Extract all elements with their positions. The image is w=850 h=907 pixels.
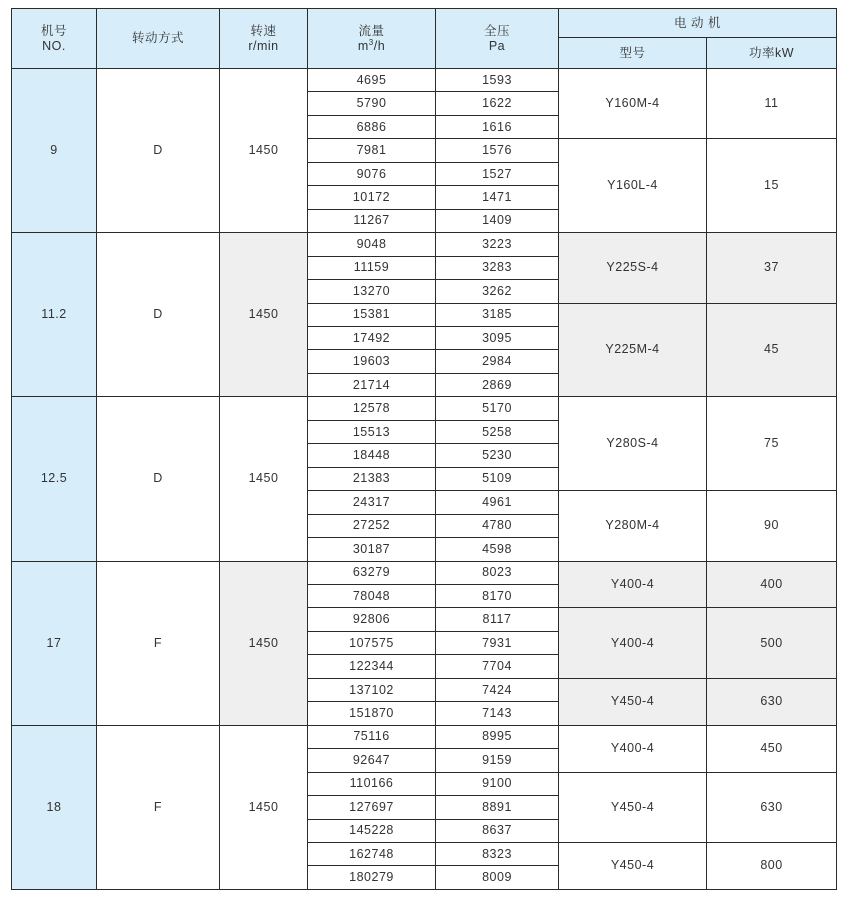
pressure-cell: 7143 [436, 702, 559, 725]
motor-model-cell: Y400-4 [559, 608, 707, 678]
motor-model-cell: Y225S-4 [559, 233, 707, 303]
pressure-cell: 7931 [436, 631, 559, 654]
pressure-cell: 3185 [436, 303, 559, 326]
flow-cell: 10172 [308, 186, 436, 209]
flow-cell: 15513 [308, 420, 436, 443]
flow-cell: 19603 [308, 350, 436, 373]
flow-cell: 6886 [308, 115, 436, 138]
flow-cell: 110166 [308, 772, 436, 795]
motor-power-cell: 400 [707, 561, 837, 608]
motor-power-cell: 75 [707, 397, 837, 491]
flow-cell: 75116 [308, 725, 436, 748]
pressure-cell: 8023 [436, 561, 559, 584]
table-row [12, 233, 837, 256]
motor-power-cell: 15 [707, 139, 837, 233]
machine-no-cell: 18 [12, 725, 97, 889]
flow-cell: 21383 [308, 467, 436, 490]
pressure-cell: 1593 [436, 69, 559, 92]
pressure-cell: 1527 [436, 162, 559, 185]
pressure-cell: 2984 [436, 350, 559, 373]
table-row [12, 69, 837, 92]
pressure-cell: 1576 [436, 139, 559, 162]
motor-model-cell: Y160L-4 [559, 139, 707, 233]
flow-cell: 162748 [308, 842, 436, 865]
motor-power-cell: 90 [707, 491, 837, 561]
motor-model-cell: Y280M-4 [559, 491, 707, 561]
pressure-cell: 1616 [436, 115, 559, 138]
flow-cell: 92806 [308, 608, 436, 631]
flow-cell: 21714 [308, 373, 436, 396]
flow-cell: 9076 [308, 162, 436, 185]
flow-cell: 15381 [308, 303, 436, 326]
flow-cell: 24317 [308, 491, 436, 514]
pressure-cell: 1409 [436, 209, 559, 232]
machine-no-cell: 9 [12, 69, 97, 233]
pressure-cell: 8891 [436, 796, 559, 819]
motor-power-cell: 450 [707, 725, 837, 772]
flow-cell: 27252 [308, 514, 436, 537]
flow-cell: 11267 [308, 209, 436, 232]
flow-cell: 11159 [308, 256, 436, 279]
speed-cell: 1450 [220, 397, 308, 561]
speed-cell: 1450 [220, 69, 308, 233]
motor-power-cell: 45 [707, 303, 837, 397]
flow-cell: 122344 [308, 655, 436, 678]
drive-cell: D [97, 397, 220, 561]
pressure-cell: 3283 [436, 256, 559, 279]
flow-unit: $m^3/h$ [357, 37, 386, 53]
flow-cell: 5790 [308, 92, 436, 115]
pressure-cell: 8637 [436, 819, 559, 842]
pressure-cell: 5230 [436, 444, 559, 467]
header-motor: 电 动 机 [559, 9, 837, 38]
pressure-cell: 5258 [436, 420, 559, 443]
motor-power-cell: 800 [707, 842, 837, 889]
motor-model-cell: Y450-4 [559, 772, 707, 842]
pressure-cell: 7704 [436, 655, 559, 678]
flow-cell: 137102 [308, 678, 436, 701]
pressure-cell: 8009 [436, 866, 559, 890]
flow-cell: 4695 [308, 69, 436, 92]
pressure-cell: 2869 [436, 373, 559, 396]
pressure-cell: 3262 [436, 280, 559, 303]
pressure-cell: 5170 [436, 397, 559, 420]
motor-model-cell: Y160M-4 [559, 69, 707, 139]
flow-cell: 151870 [308, 702, 436, 725]
pressure-cell: 3223 [436, 233, 559, 256]
flow-cell: 180279 [308, 866, 436, 890]
flow-cell: 92647 [308, 749, 436, 772]
speed-cell: 1450 [220, 725, 308, 889]
pressure-cell: 8117 [436, 608, 559, 631]
pressure-cell: 8995 [436, 725, 559, 748]
pressure-cell: 8170 [436, 584, 559, 607]
header-machine-no: 机号 NO. [12, 9, 97, 69]
pressure-cell: 9159 [436, 749, 559, 772]
speed-cell: 1450 [220, 561, 308, 725]
drive-cell: F [97, 725, 220, 889]
motor-model-cell: Y450-4 [559, 678, 707, 725]
flow-cell: 63279 [308, 561, 436, 584]
table-row [12, 397, 837, 420]
drive-cell: D [97, 233, 220, 397]
motor-power-cell: 37 [707, 233, 837, 303]
motor-power-cell: 11 [707, 69, 837, 139]
motor-power-cell: 500 [707, 608, 837, 678]
header-pressure: 全压 Pa [436, 9, 559, 69]
drive-cell: D [97, 69, 220, 233]
flow-cell: 127697 [308, 796, 436, 819]
flow-cell: 107575 [308, 631, 436, 654]
pressure-cell: 9100 [436, 772, 559, 795]
pressure-cell: 4961 [436, 491, 559, 514]
motor-model-cell: Y225M-4 [559, 303, 707, 397]
drive-cell: F [97, 561, 220, 725]
header-flow: 流量 $m^3/h$ [308, 9, 436, 69]
flow-cell: 18448 [308, 444, 436, 467]
speed-cell: 1450 [220, 233, 308, 397]
motor-model-cell: Y400-4 [559, 561, 707, 608]
motor-model-cell: Y400-4 [559, 725, 707, 772]
table-row [12, 561, 837, 584]
fan-spec-table [11, 8, 837, 890]
flow-cell: 9048 [308, 233, 436, 256]
pressure-cell: 4598 [436, 538, 559, 561]
pressure-cell: 7424 [436, 678, 559, 701]
flow-cell: 7981 [308, 139, 436, 162]
pressure-cell: 3095 [436, 326, 559, 349]
table-header [12, 9, 837, 69]
flow-cell: 145228 [308, 819, 436, 842]
pressure-cell: 1622 [436, 92, 559, 115]
table-body [12, 69, 837, 890]
flow-cell: 12578 [308, 397, 436, 420]
header-motor-power: 功率kW [707, 38, 837, 69]
motor-power-cell: 630 [707, 678, 837, 725]
machine-no-cell: 12.5 [12, 397, 97, 561]
motor-model-cell: Y280S-4 [559, 397, 707, 491]
flow-cell: 78048 [308, 584, 436, 607]
pressure-cell: 5109 [436, 467, 559, 490]
motor-power-cell: 630 [707, 772, 837, 842]
header-drive: 转动方式 [97, 9, 220, 69]
pressure-cell: 1471 [436, 186, 559, 209]
machine-no-cell: 11.2 [12, 233, 97, 397]
machine-no-cell: 17 [12, 561, 97, 725]
pressure-cell: 4780 [436, 514, 559, 537]
motor-model-cell: Y450-4 [559, 842, 707, 889]
flow-cell: 17492 [308, 326, 436, 349]
header-speed: 转速 r/min [220, 9, 308, 69]
pressure-cell: 8323 [436, 842, 559, 865]
table-row [12, 725, 837, 748]
flow-cell: 13270 [308, 280, 436, 303]
header-motor-model: 型号 [559, 38, 707, 69]
flow-cell: 30187 [308, 538, 436, 561]
